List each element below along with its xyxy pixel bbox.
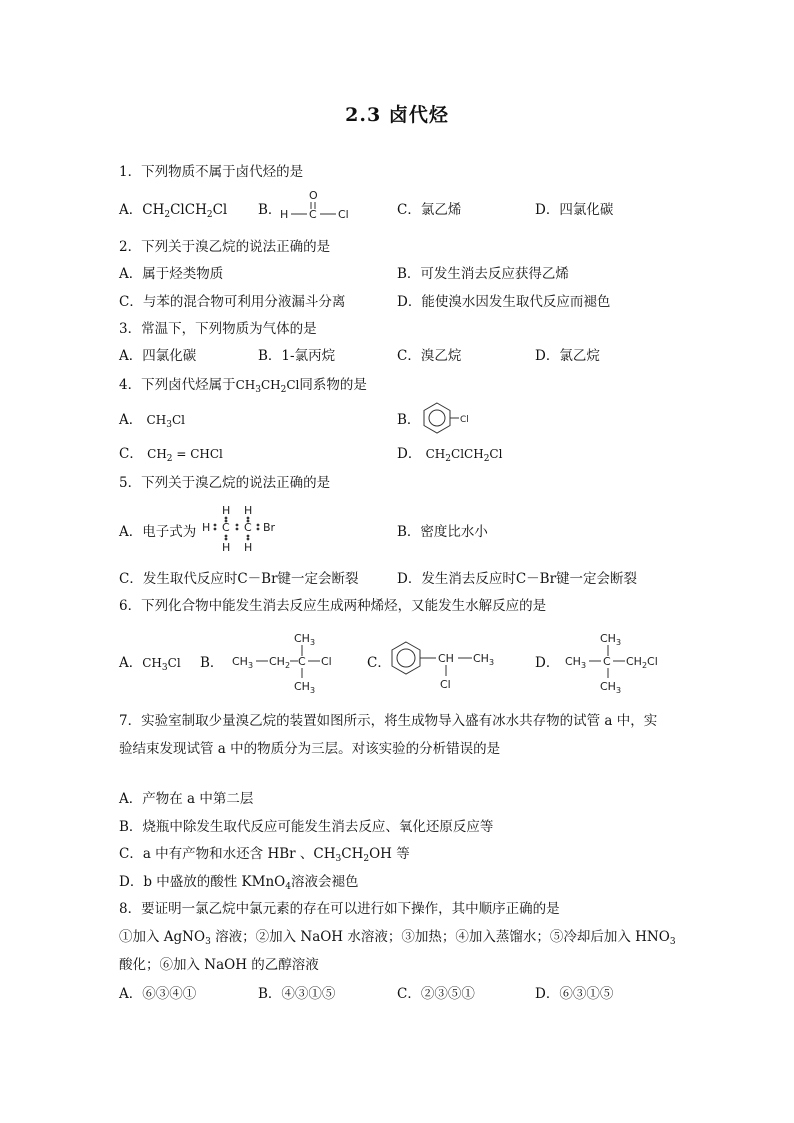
q7-stem-line-1: 7．实验室制取少量溴乙烷的装置如图所示，将生成物导入盛有冰水共存物的试管 a 中，实 bbox=[119, 713, 658, 729]
ch3-bottom: $CH_3$ bbox=[600, 680, 622, 695]
atom-h: H bbox=[222, 504, 231, 517]
atom-cl: Cl bbox=[460, 415, 469, 425]
q6-option-a: A．$CH_3Cl$ bbox=[119, 655, 181, 673]
q4-option-d: D． $CH_2ClCH_2Cl$ bbox=[397, 446, 503, 464]
q6-d-neopentyl-chloride-structure bbox=[565, 626, 675, 698]
ch2cl-group: $CH_2Cl$ bbox=[626, 655, 658, 670]
q2-stem: 2．下列关于溴乙烷的说法正确的是 bbox=[119, 239, 331, 255]
q8-stem: 8．要证明一氯乙烷中氯元素的存在可以进行如下操作，其中顺序正确的是 bbox=[119, 901, 560, 917]
page-title: 2.3 卤代烃 bbox=[345, 104, 449, 126]
q1-option-b-label: B． bbox=[258, 202, 282, 218]
c-quaternary: C bbox=[603, 655, 611, 668]
q1-stem: 1．下列物质不属于卤代烃的是 bbox=[119, 164, 304, 180]
atom-h: H bbox=[222, 541, 231, 554]
atom-h: H bbox=[244, 504, 253, 517]
q8-option-b: B．④③①⑤ bbox=[258, 986, 336, 1002]
benzene-aromatic-circle bbox=[429, 410, 445, 426]
q1-option-c: C．氯乙烯 bbox=[397, 202, 462, 218]
c-quaternary: C bbox=[298, 655, 306, 668]
q5-option-b: B．密度比水小 bbox=[397, 524, 488, 540]
benzene-ring bbox=[392, 642, 420, 674]
q7-option-d: D．b 中盛放的酸性 KMnO$_4$溶液会褪色 bbox=[119, 874, 359, 892]
q6-stem: 6．下列化合物中能发生消去反应生成两种烯烃，又能发生水解反应的是 bbox=[119, 598, 547, 614]
ch3-left: $CH_3$ bbox=[565, 655, 587, 670]
q6-option-b-label: B． bbox=[200, 655, 224, 671]
atom-cl: Cl bbox=[440, 678, 451, 691]
benzene-ring bbox=[424, 403, 450, 433]
q5-option-d: D．发生消去反应时C－Br键一定会断裂 bbox=[397, 571, 638, 587]
q7-stem-line-2: 验结束发现试管 a 中的物质分为三层。对该实验的分析错误的是 bbox=[119, 741, 501, 757]
q5-option-a-label: A．电子式为 bbox=[119, 524, 197, 540]
q7-option-c: C．a 中有产物和水还含 HBr 、$CH_3CH_2OH$ 等 bbox=[119, 846, 410, 864]
q8-operations-line-2: 酸化；⑥加入 NaOH 的乙醇溶液 bbox=[119, 957, 319, 973]
q3-option-b: B．1-氯丙烷 bbox=[258, 348, 336, 364]
q4-option-b-label: B． bbox=[397, 412, 421, 428]
q3-stem: 3．常温下，下列物质为气体的是 bbox=[119, 321, 317, 337]
q5-option-c: C．发生取代反应时C－Br键一定会断裂 bbox=[119, 571, 359, 587]
q7-option-a: A．产物在 a 中第二层 bbox=[119, 791, 254, 807]
q3-option-a: A．四氯化碳 bbox=[119, 348, 197, 364]
benzene-aromatic-circle bbox=[397, 649, 415, 667]
q2-option-a: A．属于烃类物质 bbox=[119, 266, 224, 282]
atom-h: H bbox=[244, 541, 253, 554]
chlorobenzene-structure bbox=[417, 401, 477, 437]
atom-o: O bbox=[309, 189, 318, 202]
q8-option-d: D．⑥③①⑤ bbox=[535, 986, 614, 1002]
atom-c: C bbox=[244, 521, 252, 534]
ch3-left: $CH_3$ bbox=[232, 655, 254, 670]
q8-option-a: A．⑥③④① bbox=[119, 986, 197, 1002]
q6-option-d-label: D． bbox=[535, 655, 560, 671]
ch3-right: $CH_3$ bbox=[473, 652, 495, 667]
formyl-chloride-structure bbox=[280, 186, 360, 222]
q3-option-d: D．氯乙烷 bbox=[535, 348, 600, 364]
ch2-middle: $CH_2$ bbox=[269, 655, 291, 670]
q4-option-c: C． $CH_2$ = CHCl bbox=[119, 446, 223, 464]
atom-c: C bbox=[309, 208, 317, 221]
q8-option-c: C．②③⑤① bbox=[397, 986, 475, 1002]
q6-b-chloro-dimethylbutane-structure bbox=[232, 626, 352, 698]
q8-operations-line-1: ①加入 AgNO$_3$ 溶液；②加入 NaOH 水溶液；③加热；④加入蒸馏水；⑤冷却后加入 $HNO_3$ bbox=[119, 929, 676, 947]
ch-group: CH bbox=[438, 652, 454, 665]
q6-option-c-label: C． bbox=[367, 655, 391, 671]
q1-option-a: A．$CH_2ClCH_2Cl$ bbox=[119, 202, 228, 220]
ch3-bottom: $CH_3$ bbox=[294, 680, 316, 695]
atom-br: Br bbox=[263, 521, 276, 534]
ch3-top: $CH_3$ bbox=[294, 632, 316, 647]
atom-cl: Cl bbox=[338, 208, 349, 221]
atom-c: C bbox=[222, 521, 230, 534]
q1-option-d: D．四氯化碳 bbox=[535, 202, 614, 218]
ch3-top: $CH_3$ bbox=[600, 632, 622, 647]
q4-stem: 4．下列卤代烃属于$CH_3CH_2Cl$同系物的是 bbox=[119, 377, 367, 395]
atom-h: H bbox=[280, 208, 289, 221]
q2-option-b: B．可发生消去反应获得乙烯 bbox=[397, 266, 569, 282]
q7-option-b: B．烧瓶中除发生取代反应可能发生消去反应、氧化还原反应等 bbox=[119, 819, 494, 835]
q5-stem: 5．下列关于溴乙烷的说法正确的是 bbox=[119, 475, 331, 491]
q2-option-c: C．与苯的混合物可利用分液漏斗分离 bbox=[119, 294, 346, 310]
bromoethane-electron-dot-formula bbox=[200, 503, 290, 555]
atom-cl: Cl bbox=[321, 655, 332, 668]
atom-h: H bbox=[202, 521, 211, 534]
q6-c-chloroethylbenzene-structure bbox=[388, 640, 498, 692]
q4-option-a: A． $CH_3Cl$ bbox=[119, 412, 185, 430]
q2-option-d: D．能使溴水因发生取代反应而褪色 bbox=[397, 294, 611, 310]
q3-option-c: C．溴乙烷 bbox=[397, 348, 462, 364]
